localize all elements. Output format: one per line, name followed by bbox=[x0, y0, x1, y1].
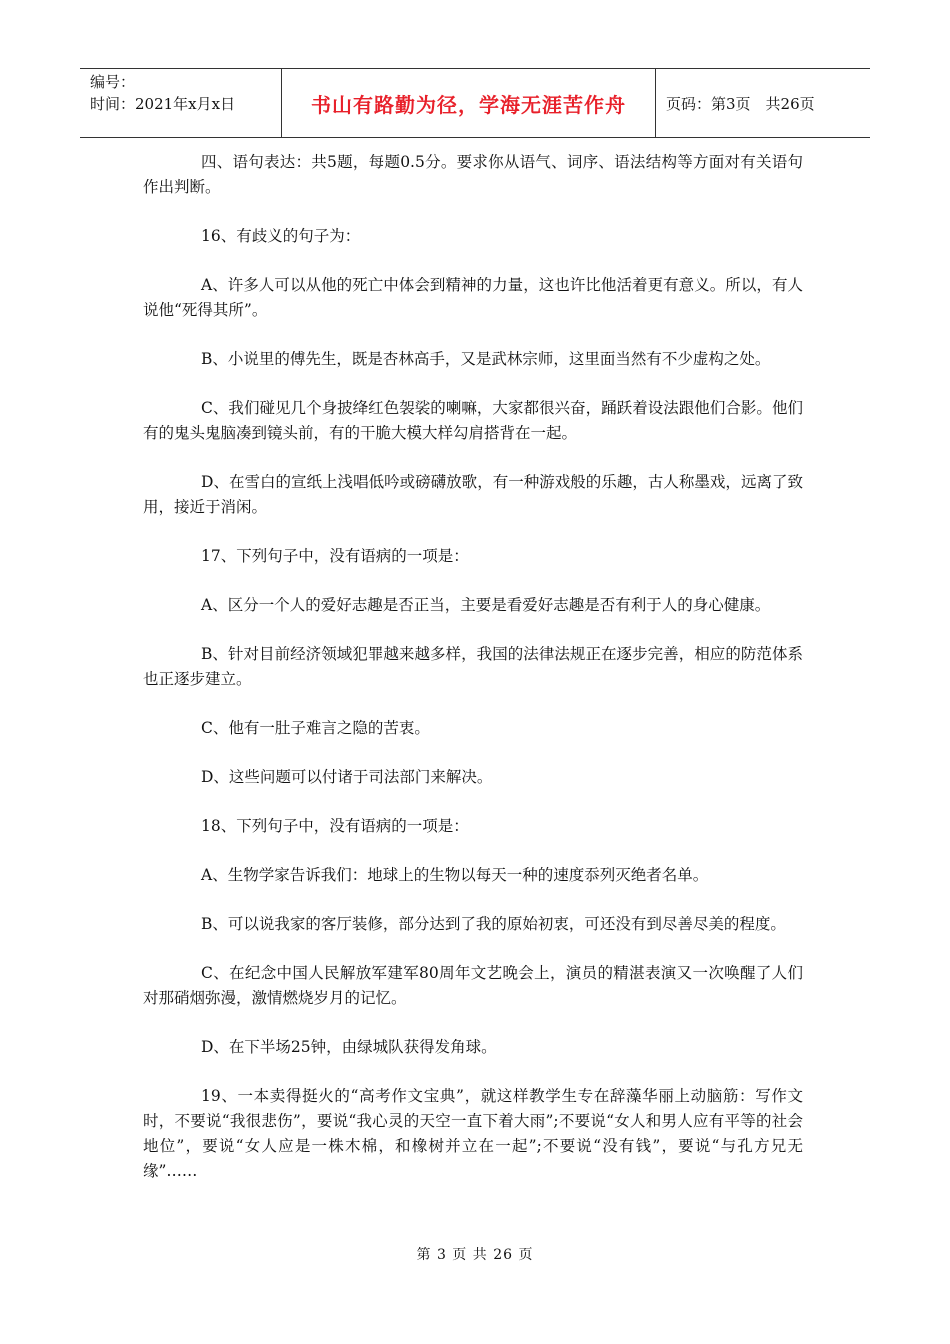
question-18-option-c: C、在纪念中国人民解放军建军80周年文艺晚会上，演员的精湛表演又一次唤醒了人们对那硝烟弥漫，激情燃烧岁月的记忆。 bbox=[143, 964, 803, 1007]
document-body bbox=[143, 150, 803, 1208]
question-19: 19、一本卖得挺火的“高考作文宝典”，就这样教学生专在辞藻华丽上动脑筋：写作文时，不要说“我很悲伤”，要说“我心灵的天空一直下着大雨”;不要说“女人和男人应有平等的社会地位”，要说“女人应是一株木棉，和橡树并立在一起”;不要说“没有钱”，要说“与孔方兄无缘”…… bbox=[143, 1087, 803, 1180]
header-page-info: 页码：第3页 共26页 bbox=[666, 94, 815, 113]
question-18: 18、下列句子中，没有语病的一项是： bbox=[201, 817, 469, 835]
question-17-option-d: D、这些问题可以付诸于司法部门来解决。 bbox=[201, 768, 493, 786]
question-16: 16、有歧义的句子为： bbox=[201, 227, 361, 245]
time-label: 时间：2021年x月x日 bbox=[90, 95, 236, 113]
question-17-option-c: C、他有一肚子难言之隐的苦衷。 bbox=[201, 719, 430, 737]
question-17-option-a: A、区分一个人的爱好志趣是否正当，主要是看爱好志趣是否有利于人的身心健康。 bbox=[201, 596, 771, 614]
header-motto: 书山有路勤为径，学海无涯苦作舟 bbox=[282, 69, 656, 137]
question-16-option-c: C、我们碰见几个身披绛红色袈裟的喇嘛，大家都很兴奋，踊跃着设法跟他们合影。他们有的鬼头鬼脑凑到镜头前，有的干脆大模大样勾肩搭背在一起。 bbox=[143, 399, 803, 442]
number-label: 编号： bbox=[90, 73, 136, 91]
question-18-option-d: D、在下半场25钟，由绿城队获得发角球。 bbox=[201, 1038, 497, 1056]
question-16-option-a: A、许多人可以从他的死亡中体会到精神的力量，这也许比他活着更有意义。所以，有人说他“死得其所”。 bbox=[143, 276, 803, 319]
header-meta bbox=[80, 69, 282, 137]
section-intro: 四、语句表达：共5题，每题0.5分。要求你从语气、词序、语法结构等方面对有关语句作出判断。 bbox=[143, 153, 803, 196]
question-17: 17、下列句子中，没有语病的一项是： bbox=[201, 547, 469, 565]
question-18-option-b: B、可以说我家的客厅装修，部分达到了我的原始初衷，可还没有到尽善尽美的程度。 bbox=[201, 915, 786, 933]
page-footer: 第 3 页 共 26 页 bbox=[416, 1247, 534, 1263]
page-header bbox=[80, 68, 870, 138]
question-17-option-b: B、针对目前经济领域犯罪越来越多样，我国的法律法规正在逐步完善，相应的防范体系也正逐步建立。 bbox=[143, 645, 803, 688]
question-18-option-a: A、生物学家告诉我们：地球上的生物以每天一种的速度忝列灭绝者名单。 bbox=[201, 866, 709, 884]
question-16-option-b: B、小说里的傅先生，既是杏林高手，又是武林宗师，这里面当然有不少虚构之处。 bbox=[201, 350, 771, 368]
question-16-option-d: D、在雪白的宣纸上浅唱低吟或磅礴放歌，有一种游戏般的乐趣，古人称墨戏，远离了致用，接近于消闲。 bbox=[143, 473, 803, 516]
